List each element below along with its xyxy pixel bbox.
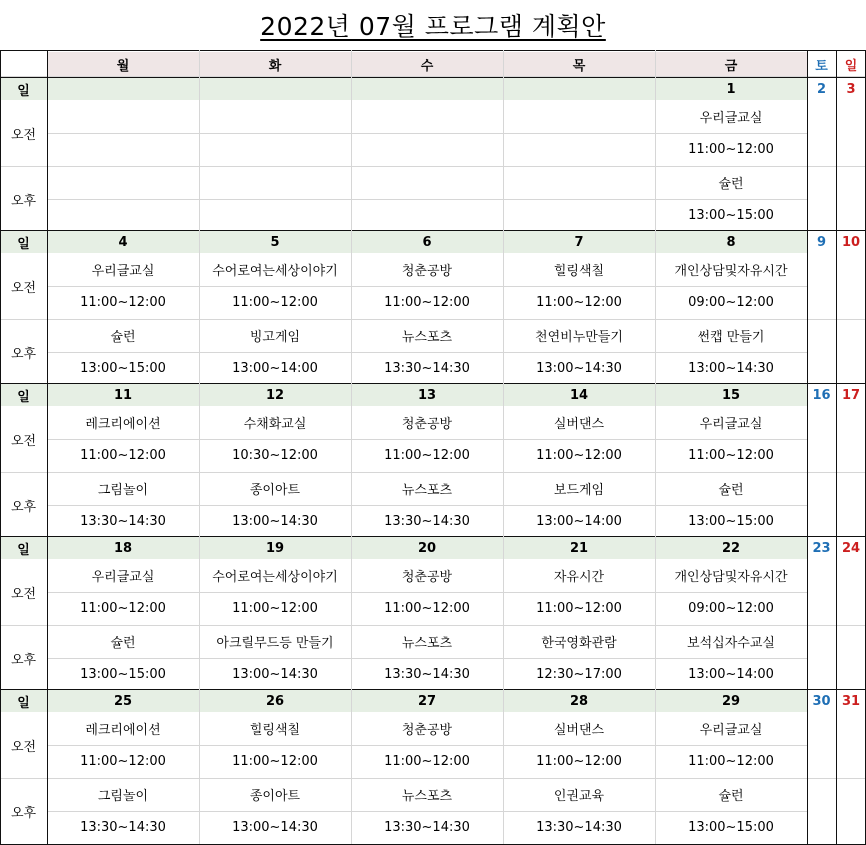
date-cell: 6 [351,231,503,253]
program-name: 슐런 [718,789,744,804]
saturday-date: 9 [816,234,827,250]
column-divider [655,50,656,844]
am-pm-divider [0,319,866,320]
program-time: 11:00~12:00 [384,448,470,463]
date-cell [199,78,351,100]
row-divider [47,439,807,440]
program-name: 청춘공방 [401,264,453,279]
program-time: 09:00~12:00 [688,295,774,310]
program-time: 11:00~12:00 [536,601,622,616]
program-name [199,166,351,199]
date-cell [47,78,199,100]
date-cell: 19 [199,537,351,559]
program-time: 13:00~14:00 [232,361,318,376]
row-divider [47,592,807,593]
program-name: 뉴스포츠 [401,483,453,498]
program-name: 그림놀이 [97,483,149,498]
sunday-date: 10 [841,234,861,250]
week-day-label: 일 [0,231,47,253]
am-label: 오전 [10,280,37,296]
program-name: 천연비누만들기 [535,330,623,345]
date-cell: 15 [655,384,807,406]
program-name: 실버댄스 [553,417,605,432]
program-name: 청춘공방 [401,570,453,585]
date-cell: 25 [47,690,199,712]
program-time: 11:00~12:00 [384,754,470,769]
date-cell: 5 [199,231,351,253]
column-divider [199,50,200,844]
program-name: 슐런 [718,177,744,192]
program-time [503,133,655,166]
date-cell: 11 [47,384,199,406]
am-label: 오전 [10,433,37,449]
am-pm-divider [0,625,866,626]
program-name: 뉴스포츠 [401,330,453,345]
program-name: 힐링색칠 [249,723,301,738]
program-time [47,133,199,166]
page-title: 2022년 07월 프로그램 계획안 [260,12,606,41]
program-time: 11:00~12:00 [80,601,166,616]
program-name: 수어로여는세상이야기 [212,570,338,585]
program-name: 수어로여는세상이야기 [212,264,338,279]
program-time: 13:00~14:30 [688,361,774,376]
sat-sun-divider [836,50,837,844]
program-time: 13:00~15:00 [80,361,166,376]
am-label: 오전 [10,586,37,602]
date-cell: 1 [655,78,807,100]
program-name: 종이아트 [249,483,301,498]
header-thu: 목 [503,52,655,76]
pm-label: 오후 [10,805,37,821]
program-time: 13:00~14:30 [232,514,318,529]
saturday-date: 16 [812,387,831,403]
program-time [351,199,503,232]
saturday-date: 2 [816,81,827,97]
program-time: 11:00~12:00 [80,754,166,769]
row-divider [47,658,807,659]
program-time: 11:00~12:00 [536,754,622,769]
date-cell: 8 [655,231,807,253]
date-cell: 26 [199,690,351,712]
program-time: 10:30~12:00 [232,448,318,463]
am-pm-divider [0,472,866,473]
program-name: 실버댄스 [553,723,605,738]
program-name: 뉴스포츠 [401,789,453,804]
header-sat: 토 [815,58,828,74]
program-name [47,166,199,199]
row-divider [47,352,807,353]
program-name: 우리글교실 [91,264,155,279]
week-day-label: 일 [0,78,47,100]
header-tue: 화 [199,52,351,76]
program-name: 청춘공방 [401,417,453,432]
date-cell: 12 [199,384,351,406]
program-time [351,133,503,166]
program-name [503,166,655,199]
date-cell: 27 [351,690,503,712]
table-top-border [0,50,866,51]
row-divider [47,811,807,812]
program-name: 종이아트 [249,789,301,804]
week-day-label: 일 [0,690,47,712]
program-name: 한국영화관람 [541,636,617,651]
row-divider [47,505,807,506]
program-time: 13:30~14:30 [384,820,470,835]
program-time: 13:00~15:00 [688,208,774,223]
program-name [47,100,199,133]
pm-label: 오후 [10,346,37,362]
program-time: 13:00~14:00 [688,667,774,682]
program-name: 뉴스포츠 [401,636,453,651]
program-time: 11:00~12:00 [384,601,470,616]
week-day-label: 일 [0,384,47,406]
date-cell: 18 [47,537,199,559]
date-cell: 21 [503,537,655,559]
program-name [351,100,503,133]
header-fri: 금 [655,52,807,76]
row-divider [47,286,807,287]
header-mon: 월 [47,52,199,76]
program-name: 우리글교실 [699,723,763,738]
program-time: 13:00~14:30 [536,361,622,376]
sunday-date: 17 [841,387,861,403]
program-name [503,100,655,133]
week-top-border [0,230,866,231]
am-pm-divider [0,166,866,167]
program-time: 11:00~12:00 [232,754,318,769]
program-time [47,199,199,232]
table-left-border [0,50,1,844]
program-time [199,133,351,166]
am-label: 오전 [10,739,37,755]
program-time: 13:30~14:30 [384,667,470,682]
program-name: 청춘공방 [401,723,453,738]
program-name: 썬캡 만들기 [697,330,765,345]
program-time: 11:00~12:00 [536,295,622,310]
saturday-date: 23 [812,540,831,556]
program-name: 우리글교실 [91,570,155,585]
program-name: 빙고게임 [249,330,301,345]
date-cell: 13 [351,384,503,406]
program-time: 13:30~14:30 [80,820,166,835]
program-name: 인권교육 [553,789,605,804]
date-cell: 20 [351,537,503,559]
column-divider [503,50,504,844]
program-time: 11:00~12:00 [232,295,318,310]
am-label: 오전 [10,127,37,143]
week-top-border [0,383,866,384]
program-time: 13:00~15:00 [688,820,774,835]
date-cell: 22 [655,537,807,559]
date-cell: 4 [47,231,199,253]
program-time: 11:00~12:00 [80,295,166,310]
program-time: 11:00~12:00 [688,448,774,463]
week-top-border [0,689,866,690]
program-time: 11:00~12:00 [688,142,774,157]
program-name: 레크리에이션 [85,417,161,432]
program-name: 레크리에이션 [85,723,161,738]
program-name: 우리글교실 [699,417,763,432]
program-name: 그림놀이 [97,789,149,804]
program-time: 13:30~14:30 [80,514,166,529]
program-name: 슐런 [718,483,744,498]
header-corner [0,52,47,76]
sunday-date: 3 [846,81,856,97]
program-name: 개인상담및자유시간 [674,570,788,585]
program-name: 슐런 [110,636,136,651]
row-divider [47,199,807,200]
pm-label: 오후 [10,499,37,515]
program-time: 13:30~14:30 [384,514,470,529]
program-time: 11:00~12:00 [80,448,166,463]
program-time: 09:00~12:00 [688,601,774,616]
program-name: 우리글교실 [699,111,763,126]
program-name [351,166,503,199]
date-cell: 14 [503,384,655,406]
program-time: 12:30~17:00 [536,667,622,682]
date-cell [351,78,503,100]
program-name: 보드게임 [553,483,605,498]
week-day-label: 일 [0,537,47,559]
program-time [199,199,351,232]
date-cell [503,78,655,100]
pm-label: 오후 [10,193,37,209]
weekend-divider [807,50,808,844]
program-time: 13:00~14:30 [232,667,318,682]
week-top-border [0,536,866,537]
program-time [503,199,655,232]
header-bottom-border [0,76,866,77]
program-time: 13:30~14:30 [384,361,470,376]
header-wed: 수 [351,52,503,76]
program-time: 11:00~12:00 [232,601,318,616]
pm-label: 오후 [10,652,37,668]
column-divider [351,50,352,844]
program-name [199,100,351,133]
week-top-border [0,77,866,78]
program-time: 11:00~12:00 [384,295,470,310]
row-divider [47,133,807,134]
program-name: 자유시간 [553,570,605,585]
program-time: 13:30~14:30 [536,820,622,835]
program-name: 수채화교실 [243,417,307,432]
program-name: 힐링색칠 [553,264,605,279]
date-cell: 7 [503,231,655,253]
program-time: 11:00~12:00 [536,448,622,463]
program-name: 보석십자수교실 [687,636,775,651]
program-name: 아크릴무드등 만들기 [216,636,334,651]
header-sun: 일 [844,58,858,74]
sunday-date: 31 [841,693,861,709]
saturday-date: 30 [812,693,831,709]
program-time: 13:00~14:00 [536,514,622,529]
date-cell: 29 [655,690,807,712]
program-time: 13:00~14:30 [232,820,318,835]
row-divider [47,745,807,746]
am-pm-divider [0,778,866,779]
program-name: 슐런 [110,330,136,345]
program-time: 13:00~15:00 [80,667,166,682]
program-time: 11:00~12:00 [688,754,774,769]
sunday-date: 24 [841,540,861,556]
date-cell: 28 [503,690,655,712]
program-time: 13:00~15:00 [688,514,774,529]
program-name: 개인상담및자유시간 [674,264,788,279]
label-column-divider [47,50,48,844]
